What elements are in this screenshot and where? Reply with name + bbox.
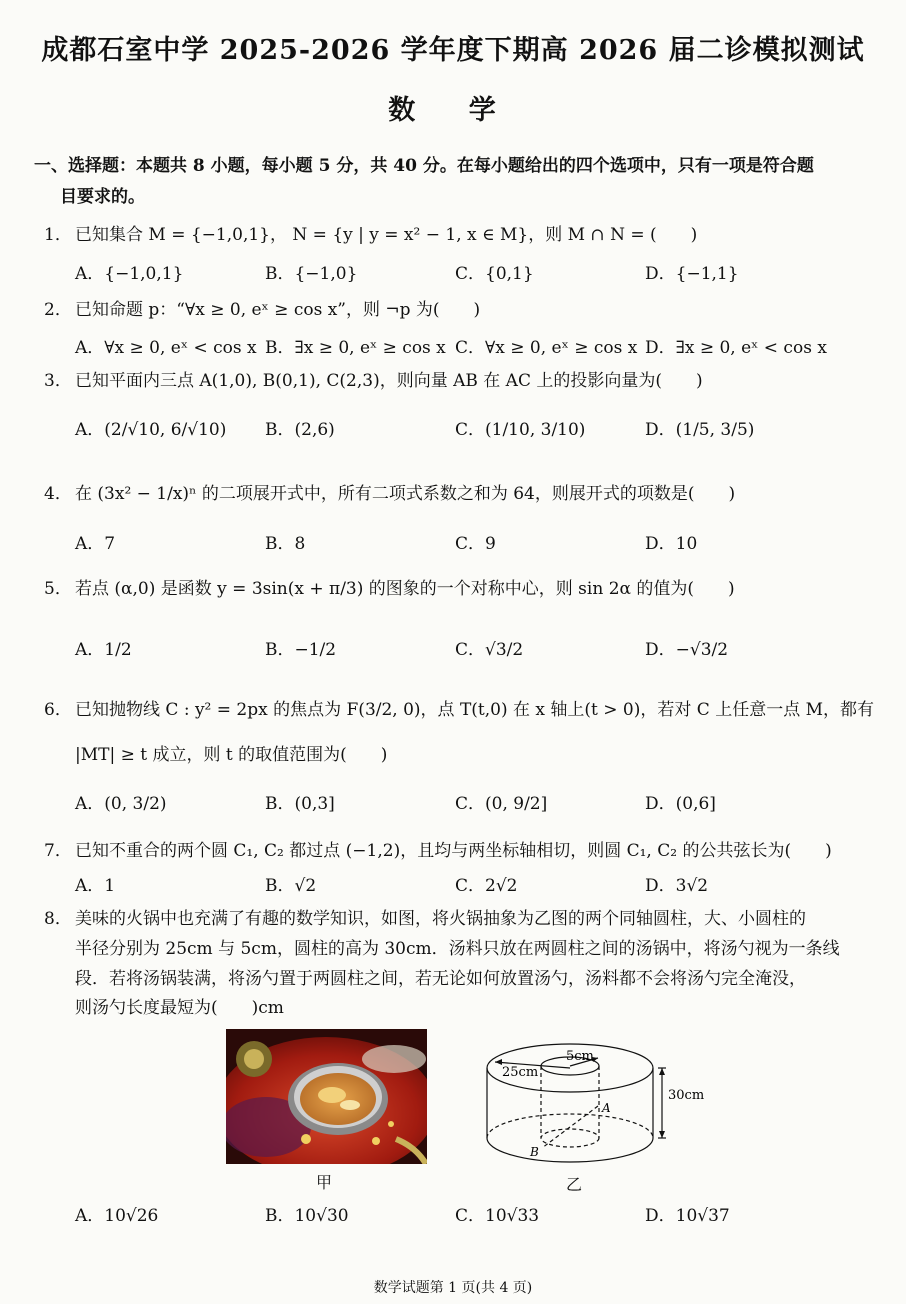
q4-option-d: D．10 — [645, 534, 698, 554]
q5-number: 5． — [44, 579, 72, 599]
q2-option-d: D．∃x ≥ 0, eˣ < cos x — [645, 338, 827, 358]
q3-stem: 已知平面内三点 A(1,0), B(0,1), C(2,3)，则向量 AB 在 AC 上的投影向量为( ) — [75, 371, 703, 391]
page-footer: 数学试题第 1 页(共 4 页) — [373, 1280, 533, 1296]
q6-option-d: D．(0,6] — [645, 794, 716, 814]
q8-option-b: B．10√30 — [265, 1206, 349, 1226]
q6-stem-line2: |MT| ≥ t 成立，则 t 的取值范围为( ) — [75, 745, 388, 765]
label-point-a: A — [602, 1101, 611, 1115]
section-heading-line1: 一、选择题：本题共 8 小题，每小题 5 分，共 40 分。在每小题给出的四个选项中，只有一项是符合题 — [34, 156, 814, 176]
q3-option-c: C．(1/10, 3/10) — [455, 420, 586, 440]
q8-stem-line4: 则汤勺长度最短为( )cm — [75, 998, 284, 1018]
q6-number: 6． — [44, 700, 72, 720]
q4-stem: 在 (3x² − 1/x)ⁿ 的二项展开式中，所有二项式系数之和为 64，则展开式的项数是( ) — [75, 484, 736, 504]
hotpot-photo — [226, 1029, 427, 1164]
q8-option-d: D．10√37 — [645, 1206, 730, 1226]
cylinder-diagram — [480, 1030, 710, 1170]
q7-option-a: A．1 — [75, 876, 116, 896]
q6-option-c: C．(0, 9/2] — [455, 794, 548, 814]
q6-option-a: A．(0, 3/2) — [75, 794, 167, 814]
label-25cm: 25cm — [502, 1065, 539, 1080]
q1-option-d: D．{−1,1} — [645, 264, 739, 284]
q1-option-b: B．{−1,0} — [265, 264, 358, 284]
q2-option-b: B．∃x ≥ 0, eˣ ≥ cos x — [265, 338, 446, 358]
q4-option-c: C．9 — [455, 534, 496, 554]
label-30cm: 30cm — [668, 1088, 705, 1103]
q1-stem: 已知集合 M = {−1,0,1}， N = {y | y = x² − 1, x ∈ M}，则 M ∩ N = ( ) — [75, 225, 698, 245]
q8-number: 8． — [44, 909, 72, 929]
q7-option-d: D．3√2 — [645, 876, 709, 896]
q3-option-b: B．(2,6) — [265, 420, 335, 440]
q3-option-d: D．(1/5, 3/5) — [645, 420, 755, 440]
q1-option-c: C．{0,1} — [455, 264, 534, 284]
q8-option-a: A．10√26 — [75, 1206, 159, 1226]
subject-title: 数 学 — [388, 95, 518, 126]
q8-stem-line3: 段．若将汤锅装满，将汤勺置于两圆柱之间，若无论如何放置汤勺，汤料都不会将汤勺完全淹没， — [75, 969, 806, 989]
q7-option-c: C．2√2 — [455, 876, 518, 896]
caption-yi: 乙 — [566, 1175, 583, 1194]
q1-number: 1． — [44, 225, 72, 245]
q8-stem-line2: 半径分别为 25cm 与 5cm，圆柱的高为 30cm．汤料只放在两圆柱之间的汤锅中，将汤勺视为一条线 — [75, 939, 840, 959]
q6-stem-line1: 已知抛物线 C : y² = 2px 的焦点为 F(3/2, 0)，点 T(t,0) 在 x 轴上(t > 0)，若对 C 上任意一点 M，都有 — [75, 700, 874, 720]
q4-number: 4． — [44, 484, 72, 504]
q2-number: 2． — [44, 300, 72, 320]
q6-option-b: B．(0,3] — [265, 794, 335, 814]
q4-option-b: B．8 — [265, 534, 306, 554]
q3-option-a: A．(2/√10, 6/√10) — [75, 420, 227, 440]
label-point-b: B — [530, 1145, 539, 1159]
q7-option-b: B．√2 — [265, 876, 317, 896]
q8-option-c: C．10√33 — [455, 1206, 540, 1226]
q2-option-a: A．∀x ≥ 0, eˣ < cos x — [75, 338, 257, 358]
q5-option-d: D．−√3/2 — [645, 640, 729, 660]
label-5cm: 5cm — [566, 1049, 594, 1064]
q2-option-c: C．∀x ≥ 0, eˣ ≥ cos x — [455, 338, 638, 358]
q8-stem-line1: 美味的火锅中也充满了有趣的数学知识，如图，将火锅抽象为乙图的两个同轴圆柱，大、小圆柱的 — [75, 909, 806, 929]
q4-option-a: A．7 — [75, 534, 116, 554]
exam-title: 成都石室中学 2025-2026 学年度下期高 2026 届二诊模拟测试 — [41, 35, 865, 66]
q3-number: 3． — [44, 371, 72, 391]
q5-stem: 若点 (α,0) 是函数 y = 3sin(x + π/3) 的图象的一个对称中心，则 sin 2α 的值为( ) — [75, 579, 735, 599]
q1-option-a: A．{−1,0,1} — [75, 264, 184, 284]
q2-stem: 已知命题 p：“∀x ≥ 0, eˣ ≥ cos x”，则 ¬p 为( ) — [75, 300, 481, 320]
q5-option-a: A．1/2 — [75, 640, 132, 660]
q5-option-b: B．−1/2 — [265, 640, 337, 660]
caption-jia: 甲 — [316, 1173, 333, 1192]
q7-stem: 已知不重合的两个圆 C₁, C₂ 都过点 (−1,2)，且均与两坐标轴相切，则圆 C₁, C₂ 的公共弦长为( ) — [75, 841, 832, 861]
q7-number: 7． — [44, 841, 72, 861]
section-heading-line2: 目要求的。 — [60, 187, 145, 207]
q5-option-c: C．√3/2 — [455, 640, 524, 660]
